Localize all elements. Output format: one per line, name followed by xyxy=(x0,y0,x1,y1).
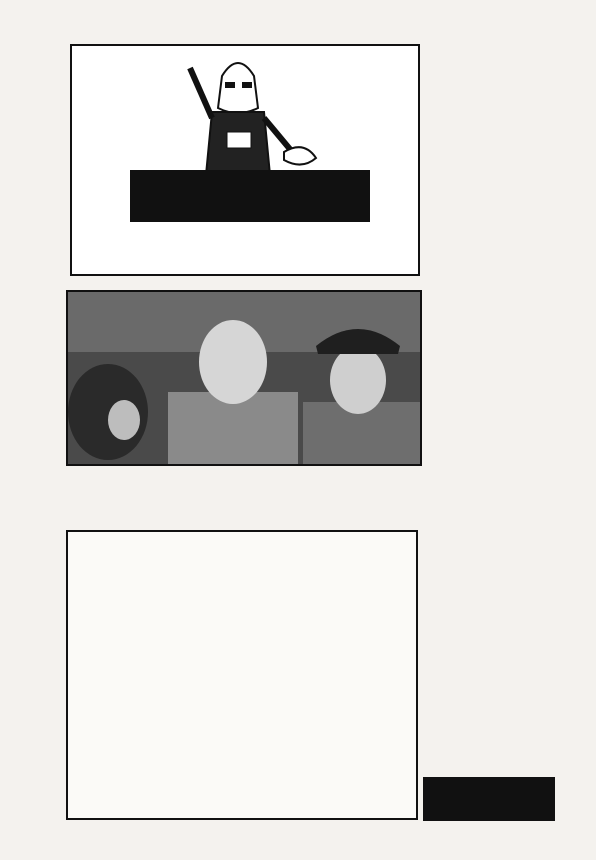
person-center-face xyxy=(199,320,267,404)
person-right-face xyxy=(330,346,386,414)
chapter-badge xyxy=(423,777,555,821)
logo-artwork xyxy=(72,46,418,274)
group-photo xyxy=(66,290,422,466)
serials-list-box xyxy=(66,530,418,820)
film-strip xyxy=(130,170,370,222)
serial-report-logo xyxy=(70,44,420,276)
photo-artwork xyxy=(68,292,420,464)
